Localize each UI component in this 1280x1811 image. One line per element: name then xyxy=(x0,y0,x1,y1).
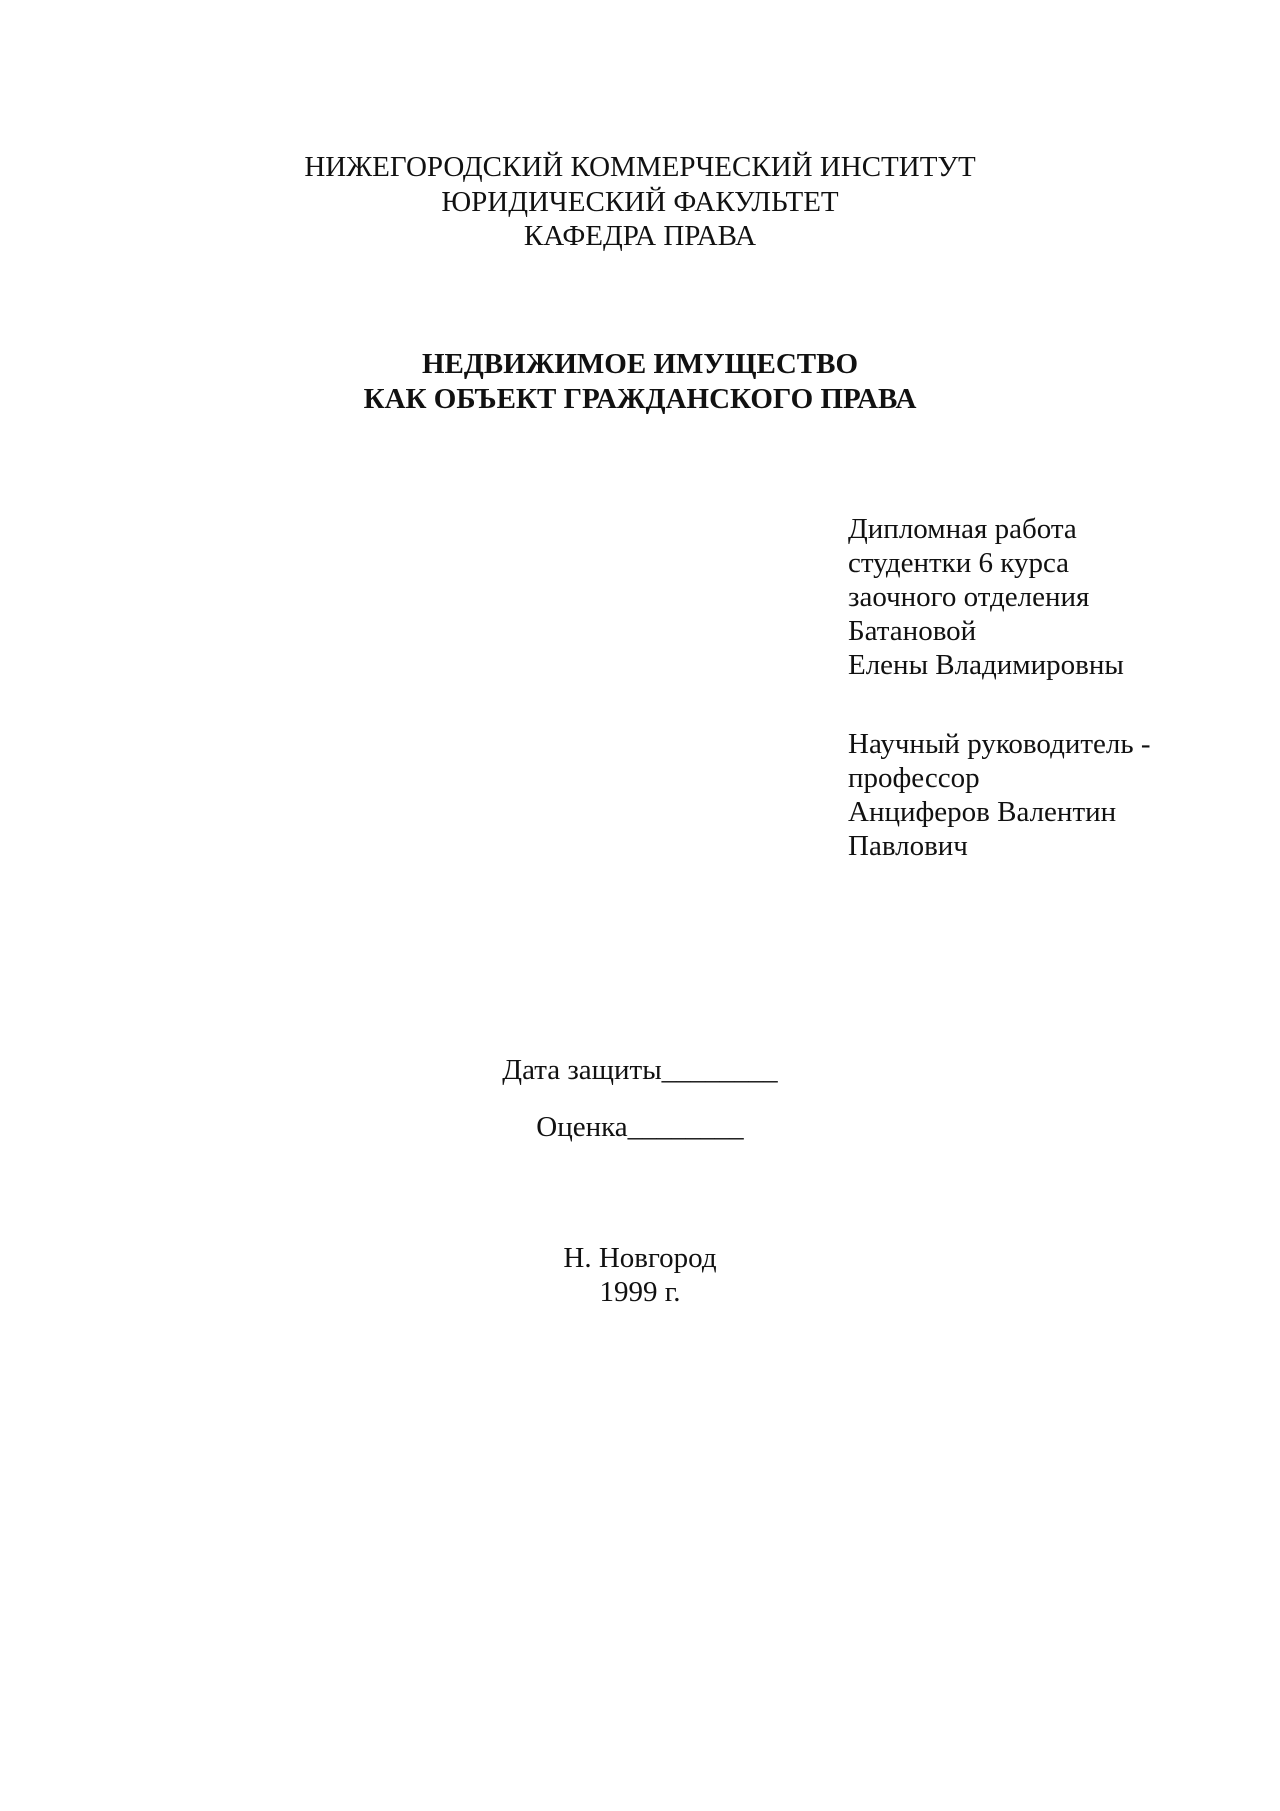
supervisor-line: Научный руководитель - xyxy=(848,728,1151,760)
author-line: Батановой xyxy=(848,615,977,647)
faculty-name: ЮРИДИЧЕСКИЙ ФАКУЛЬТЕТ xyxy=(441,186,839,218)
supervisor-line: Павлович xyxy=(848,830,968,862)
defense-date-field: Дата защиты________ xyxy=(502,1054,778,1086)
author-line: заочного отделения xyxy=(848,581,1090,613)
year: 1999 г. xyxy=(599,1276,681,1308)
supervisor-line: профессор xyxy=(848,762,980,794)
institute-name: НИЖЕГОРОДСКИЙ КОММЕРЧЕСКИЙ ИНСТИТУТ xyxy=(304,151,976,183)
supervisor-block xyxy=(848,727,1151,863)
city: Н. Новгород xyxy=(563,1242,717,1274)
thesis-title-line-2: КАК ОБЪЕКТ ГРАЖДАНСКОГО ПРАВА xyxy=(363,383,917,415)
department-name: КАФЕДРА ПРАВА xyxy=(523,220,757,252)
grade-field: Оценка________ xyxy=(536,1111,744,1143)
author-line: Елены Владимировны xyxy=(848,649,1124,681)
thesis-title-line-1: НЕДВИЖИМОЕ ИМУЩЕСТВО xyxy=(421,348,859,380)
supervisor-line: Анциферов Валентин xyxy=(848,796,1117,828)
author-block xyxy=(848,512,1124,682)
author-line: Дипломная работа xyxy=(848,513,1077,545)
author-line: студентки 6 курса xyxy=(848,547,1070,579)
